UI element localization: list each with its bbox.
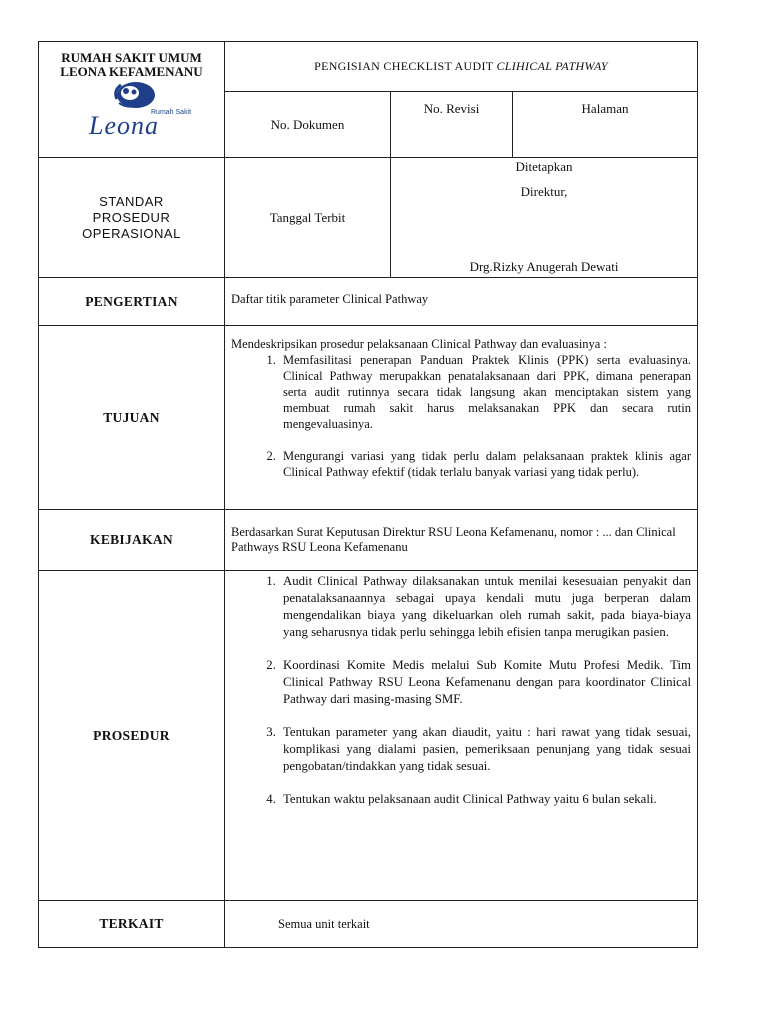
logo-small-text: Rumah Sakit xyxy=(151,109,192,116)
spo-line3: OPERASIONAL xyxy=(82,225,181,241)
no-revisi-cell xyxy=(391,92,513,158)
tujuan-content xyxy=(225,326,698,510)
hospital-name-line1: RUMAH SAKIT UMUM xyxy=(61,50,202,65)
document-title xyxy=(225,42,698,92)
halaman-cell xyxy=(513,92,698,158)
pengertian-label: PENGERTIAN xyxy=(39,278,225,326)
spo-cell xyxy=(39,158,225,278)
ditetapkan-cell xyxy=(391,158,698,278)
list-item: 3. Tentukan parameter yang akan diaudit, yaitu : hari rawat yang tidak sesuai, komplikasi yang dialami pasien, pemeriksaan penunjang yang tidak sesuai pengobatan/tindakkan yang tidak sesuai. xyxy=(279,724,691,775)
list-item: 1. Memfasilitasi penerapan Panduan Praktek Klinis (PPK) serta evaluasinya. Clinical Pathway merupakkan penatalaksanaan dari PPK, dimana penerapan serta audit rutinnya secara tidak langsung akan menciptakan sistem yang membuat rumah sakit harus melaksanakan PPK dan secara rutin mengevaluasinya. xyxy=(279,352,691,432)
prosedur-content xyxy=(225,571,698,901)
terkait-text: Semua unit terkait xyxy=(225,901,698,948)
title-italic: CLIHICAL PATHWAY xyxy=(496,59,608,73)
spo-line1: STANDAR xyxy=(99,193,164,209)
kebijakan-label: KEBIJAKAN xyxy=(39,510,225,571)
direktur-label: Direktur, xyxy=(520,184,568,199)
no-revisi-label: No. Revisi xyxy=(423,101,480,116)
prosedur-list xyxy=(231,573,691,808)
director-name: Drg.Rizky Anugerah Dewati xyxy=(469,259,619,274)
tujuan-intro: Mendeskripsikan prosedur pelaksanaan Clinical Pathway dan evaluasinya : xyxy=(231,337,607,351)
logo-brand-text: Leona xyxy=(89,111,159,140)
tujuan-list xyxy=(231,352,691,480)
list-item: 4. Tentukan waktu pelaksanaan audit Clinical Pathway yaitu 6 bulan sekali. xyxy=(279,791,691,808)
pengertian-text: Daftar titik parameter Clinical Pathway xyxy=(225,278,698,326)
sop-table xyxy=(38,41,698,948)
halaman-label: Halaman xyxy=(581,101,629,116)
sop-document xyxy=(38,41,697,948)
list-item: 2. Mengurangi variasi yang tidak perlu dalam pelaksanaan praktek klinis agar Clinical Pathway efektif (tidak terlalu banyak variasi yang tidak perlu). xyxy=(279,448,691,480)
prosedur-label: PROSEDUR xyxy=(39,571,225,901)
no-dokumen-label: No. Dokumen xyxy=(270,116,345,132)
ditetapkan-label: Ditetapkan xyxy=(515,159,573,174)
hospital-name-line2: LEONA KEFAMENANU xyxy=(60,64,203,79)
terkait-label: TERKAIT xyxy=(39,901,225,948)
hospital-cell xyxy=(39,42,225,158)
title-main: PENGISIAN CHECKLIST AUDIT xyxy=(314,59,497,73)
tanggal-terbit-label: Tanggal Terbit xyxy=(269,209,346,225)
list-item: 2. Koordinasi Komite Medis melalui Sub Komite Mutu Profesi Medik. Tim Clinical Pathway RSU Leona Kefamenanu dengan para koordinator Clinical Pathway dari masing-masing SMF. xyxy=(279,657,691,708)
list-item: 1. Audit Clinical Pathway dilaksanakan untuk menilai kesesuaian penyakit dan penatalaksanaannya sebagai upaya kendali mutu juga berperan dalam mengendalikan biaya yang dikeluarkan oleh rumah sakit, pada biaya-biaya yang seharusnya tidak perlu sehingga lebih efisien tanpa merugikan pasien. xyxy=(279,573,691,641)
tanggal-terbit-cell xyxy=(225,158,391,278)
hospital-logo xyxy=(39,79,224,139)
tujuan-label: TUJUAN xyxy=(39,326,225,510)
no-dokumen-cell xyxy=(225,92,391,158)
spo-line2: PROSEDUR xyxy=(92,209,171,225)
kebijakan-text: Berdasarkan Surat Keputusan Direktur RSU Leona Kefamenanu, nomor : ... dan Clinical Pathways RSU Leona Kefamenanu xyxy=(225,510,698,571)
